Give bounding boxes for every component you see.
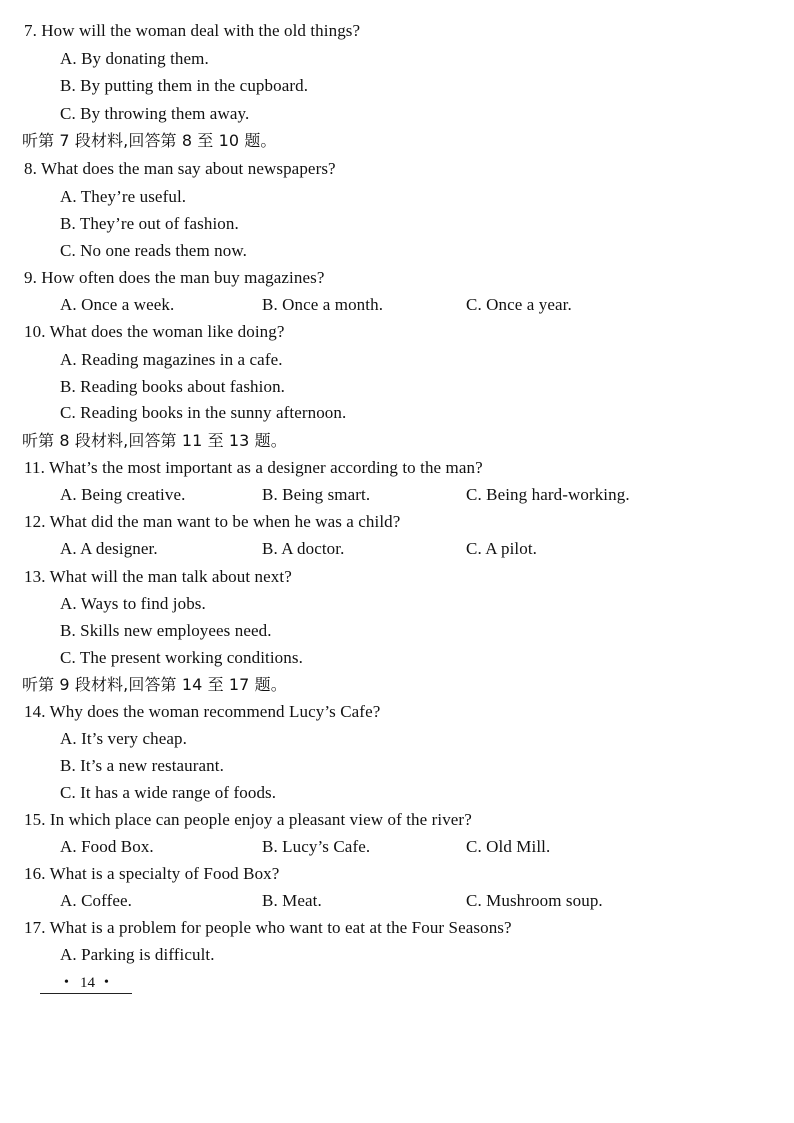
option-16b: B. Meat. <box>262 891 322 910</box>
option-15b: B. Lucy’s Cafe. <box>262 837 371 856</box>
page-footer <box>40 973 132 994</box>
option-13a: A. Ways to find jobs. <box>60 594 206 613</box>
option-7c: C. By throwing them away. <box>60 104 250 123</box>
option-8a: A. They’re useful. <box>60 187 187 206</box>
option-7b: B. By putting them in the cupboard. <box>60 76 309 95</box>
option-8b: B. They’re out of fashion. <box>60 214 239 233</box>
option-10c: C. Reading books in the sunny afternoon. <box>60 403 347 422</box>
option-9b: B. Once a month. <box>262 295 384 314</box>
question-10: 10. What does the woman like doing? <box>24 322 285 341</box>
option-17a: A. Parking is difficult. <box>60 945 215 964</box>
question-8: 8. What does the man say about newspapers? <box>24 159 336 178</box>
option-16c: C. Mushroom soup. <box>466 891 603 910</box>
option-13b: B. Skills new employees need. <box>60 621 272 640</box>
option-15c: C. Old Mill. <box>466 837 551 856</box>
question-11: 11. What’s the most important as a designer according to the man? <box>24 458 483 477</box>
option-13c: C. The present working conditions. <box>60 648 303 667</box>
question-12: 12. What did the man want to be when he was a child? <box>24 512 401 531</box>
option-11c: C. Being hard-working. <box>466 485 630 504</box>
option-14a: A. It’s very cheap. <box>60 729 187 748</box>
page-number: 14 <box>80 975 95 991</box>
option-12b: B. A doctor. <box>262 539 345 558</box>
question-16: 16. What is a specialty of Food Box? <box>24 864 280 883</box>
question-9: 9. How often does the man buy magazines? <box>24 268 325 287</box>
question-17: 17. What is a problem for people who want to eat at the Four Seasons? <box>24 918 512 937</box>
question-7: 7. How will the woman deal with the old things? <box>24 21 361 40</box>
footer-dot-left: • <box>64 975 69 990</box>
option-15a: A. Food Box. <box>60 837 154 856</box>
option-10a: A. Reading magazines in a cafe. <box>60 350 283 369</box>
option-9a: A. Once a week. <box>60 295 175 314</box>
section-heading-8: 听第 8 段材料,回答第 11 至 13 题。 <box>22 431 287 450</box>
option-10b: B. Reading books about fashion. <box>60 377 286 396</box>
option-16a: A. Coffee. <box>60 891 132 910</box>
option-11a: A. Being creative. <box>60 485 186 504</box>
option-7a: A. By donating them. <box>60 49 209 68</box>
option-8c: C. No one reads them now. <box>60 241 247 260</box>
section-heading-9: 听第 9 段材料,回答第 14 至 17 题。 <box>22 675 287 694</box>
option-9c: C. Once a year. <box>466 295 572 314</box>
footer-dot-right: • <box>104 975 109 990</box>
question-15: 15. In which place can people enjoy a pleasant view of the river? <box>24 810 472 829</box>
question-14: 14. Why does the woman recommend Lucy’s Cafe? <box>24 702 381 721</box>
option-11b: B. Being smart. <box>262 485 371 504</box>
question-13: 13. What will the man talk about next? <box>24 567 292 586</box>
option-12a: A. A designer. <box>60 539 158 558</box>
option-14b: B. It’s a new restaurant. <box>60 756 224 775</box>
option-12c: C. A pilot. <box>466 539 538 558</box>
section-heading-7: 听第 7 段材料,回答第 8 至 10 题。 <box>22 131 277 150</box>
option-14c: C. It has a wide range of foods. <box>60 783 277 802</box>
